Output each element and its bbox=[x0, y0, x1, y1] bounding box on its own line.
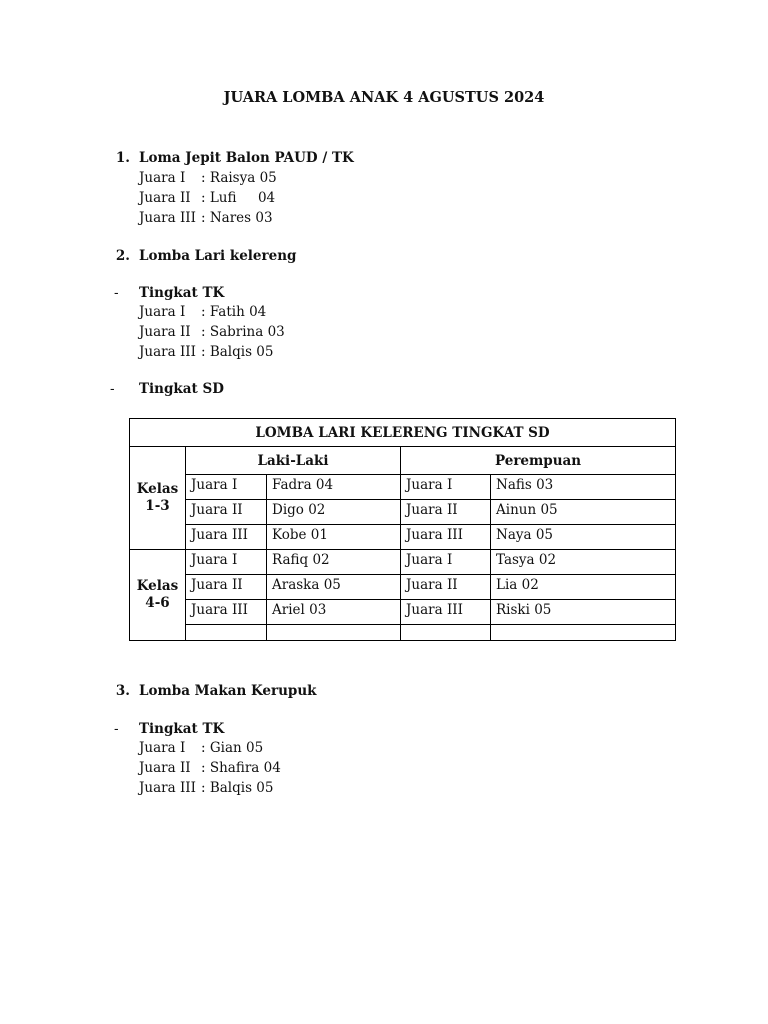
subsection-sd-heading: Tingkat SD bbox=[139, 381, 224, 397]
winner-name: : Shafira 04 bbox=[201, 760, 281, 776]
female-rank: Juara I bbox=[401, 550, 491, 575]
female-name: Tasya 02 bbox=[491, 550, 676, 575]
column-header-male: Laki-Laki bbox=[186, 447, 401, 475]
winner-rank: Juara II bbox=[139, 760, 191, 776]
winner-rank: Juara III bbox=[139, 344, 196, 360]
document-title: JUARA LOMBA ANAK 4 AGUSTUS 2024 bbox=[223, 89, 545, 106]
male-name: Araska 05 bbox=[267, 575, 401, 600]
male-name: Digo 02 bbox=[267, 500, 401, 525]
winner-rank: Juara II bbox=[139, 190, 191, 206]
empty-cell bbox=[186, 625, 267, 641]
list-dash: - bbox=[110, 381, 115, 397]
male-rank: Juara III bbox=[186, 600, 267, 625]
female-rank: Juara III bbox=[401, 600, 491, 625]
female-rank: Juara II bbox=[401, 575, 491, 600]
male-name: Ariel 03 bbox=[267, 600, 401, 625]
group-label-kelas-1-3: Kelas 1-3 bbox=[130, 447, 186, 550]
table-row bbox=[130, 525, 676, 550]
empty-cell bbox=[401, 625, 491, 641]
table-row bbox=[130, 600, 676, 625]
table-row bbox=[130, 550, 676, 575]
male-name: Rafiq 02 bbox=[267, 550, 401, 575]
male-rank: Juara I bbox=[186, 550, 267, 575]
section-2-heading: Lomba Lari kelereng bbox=[139, 248, 297, 264]
table-title-row bbox=[130, 419, 676, 447]
table-row-empty bbox=[130, 625, 676, 641]
winner-rank: Juara I bbox=[139, 304, 186, 320]
male-name: Kobe 01 bbox=[267, 525, 401, 550]
male-name: Fadra 04 bbox=[267, 475, 401, 500]
empty-cell bbox=[267, 625, 401, 641]
section-3-heading: Lomba Makan Kerupuk bbox=[139, 683, 317, 699]
table-row bbox=[130, 475, 676, 500]
list-dash: - bbox=[114, 721, 119, 737]
column-header-female: Perempuan bbox=[401, 447, 676, 475]
section-1-number: 1. bbox=[115, 150, 130, 166]
winner-name: : Gian 05 bbox=[201, 740, 264, 756]
male-rank: Juara II bbox=[186, 575, 267, 600]
winner-name: : Raisya 05 bbox=[201, 170, 277, 186]
list-dash: - bbox=[114, 285, 119, 301]
female-name: Lia 02 bbox=[491, 575, 676, 600]
subsection-tk-heading: Tingkat TK bbox=[139, 285, 225, 301]
female-name: Ainun 05 bbox=[491, 500, 676, 525]
winner-rank: Juara II bbox=[139, 324, 191, 340]
winner-name: : Lufi 04 bbox=[201, 190, 276, 206]
winner-name: : Sabrina 03 bbox=[201, 324, 285, 340]
male-rank: Juara III bbox=[186, 525, 267, 550]
female-name: Riski 05 bbox=[491, 600, 676, 625]
results-table bbox=[129, 418, 676, 641]
winner-rank: Juara I bbox=[139, 740, 186, 756]
female-name: Naya 05 bbox=[491, 525, 676, 550]
male-rank: Juara II bbox=[186, 500, 267, 525]
winner-rank: Juara I bbox=[139, 170, 186, 186]
table-row bbox=[130, 500, 676, 525]
female-rank: Juara I bbox=[401, 475, 491, 500]
section-3-number: 3. bbox=[115, 683, 130, 699]
winner-rank: Juara III bbox=[139, 210, 196, 226]
empty-cell bbox=[491, 625, 676, 641]
group-label-kelas-4-6: Kelas 4-6 bbox=[130, 550, 186, 641]
winner-name: : Nares 03 bbox=[201, 210, 273, 226]
winner-name: : Balqis 05 bbox=[201, 780, 274, 796]
female-rank: Juara III bbox=[401, 525, 491, 550]
table-title: LOMBA LARI KELERENG TINGKAT SD bbox=[130, 419, 676, 447]
female-name: Nafis 03 bbox=[491, 475, 676, 500]
female-rank: Juara II bbox=[401, 500, 491, 525]
winner-name: : Balqis 05 bbox=[201, 344, 274, 360]
table-row bbox=[130, 575, 676, 600]
section-1-heading: Loma Jepit Balon PAUD / TK bbox=[139, 150, 354, 166]
subsection-tk-heading: Tingkat TK bbox=[139, 721, 225, 737]
male-rank: Juara I bbox=[186, 475, 267, 500]
section-2-number: 2. bbox=[115, 248, 130, 264]
winner-name: : Fatih 04 bbox=[201, 304, 267, 320]
winner-rank: Juara III bbox=[139, 780, 196, 796]
table-header-row bbox=[130, 447, 676, 475]
